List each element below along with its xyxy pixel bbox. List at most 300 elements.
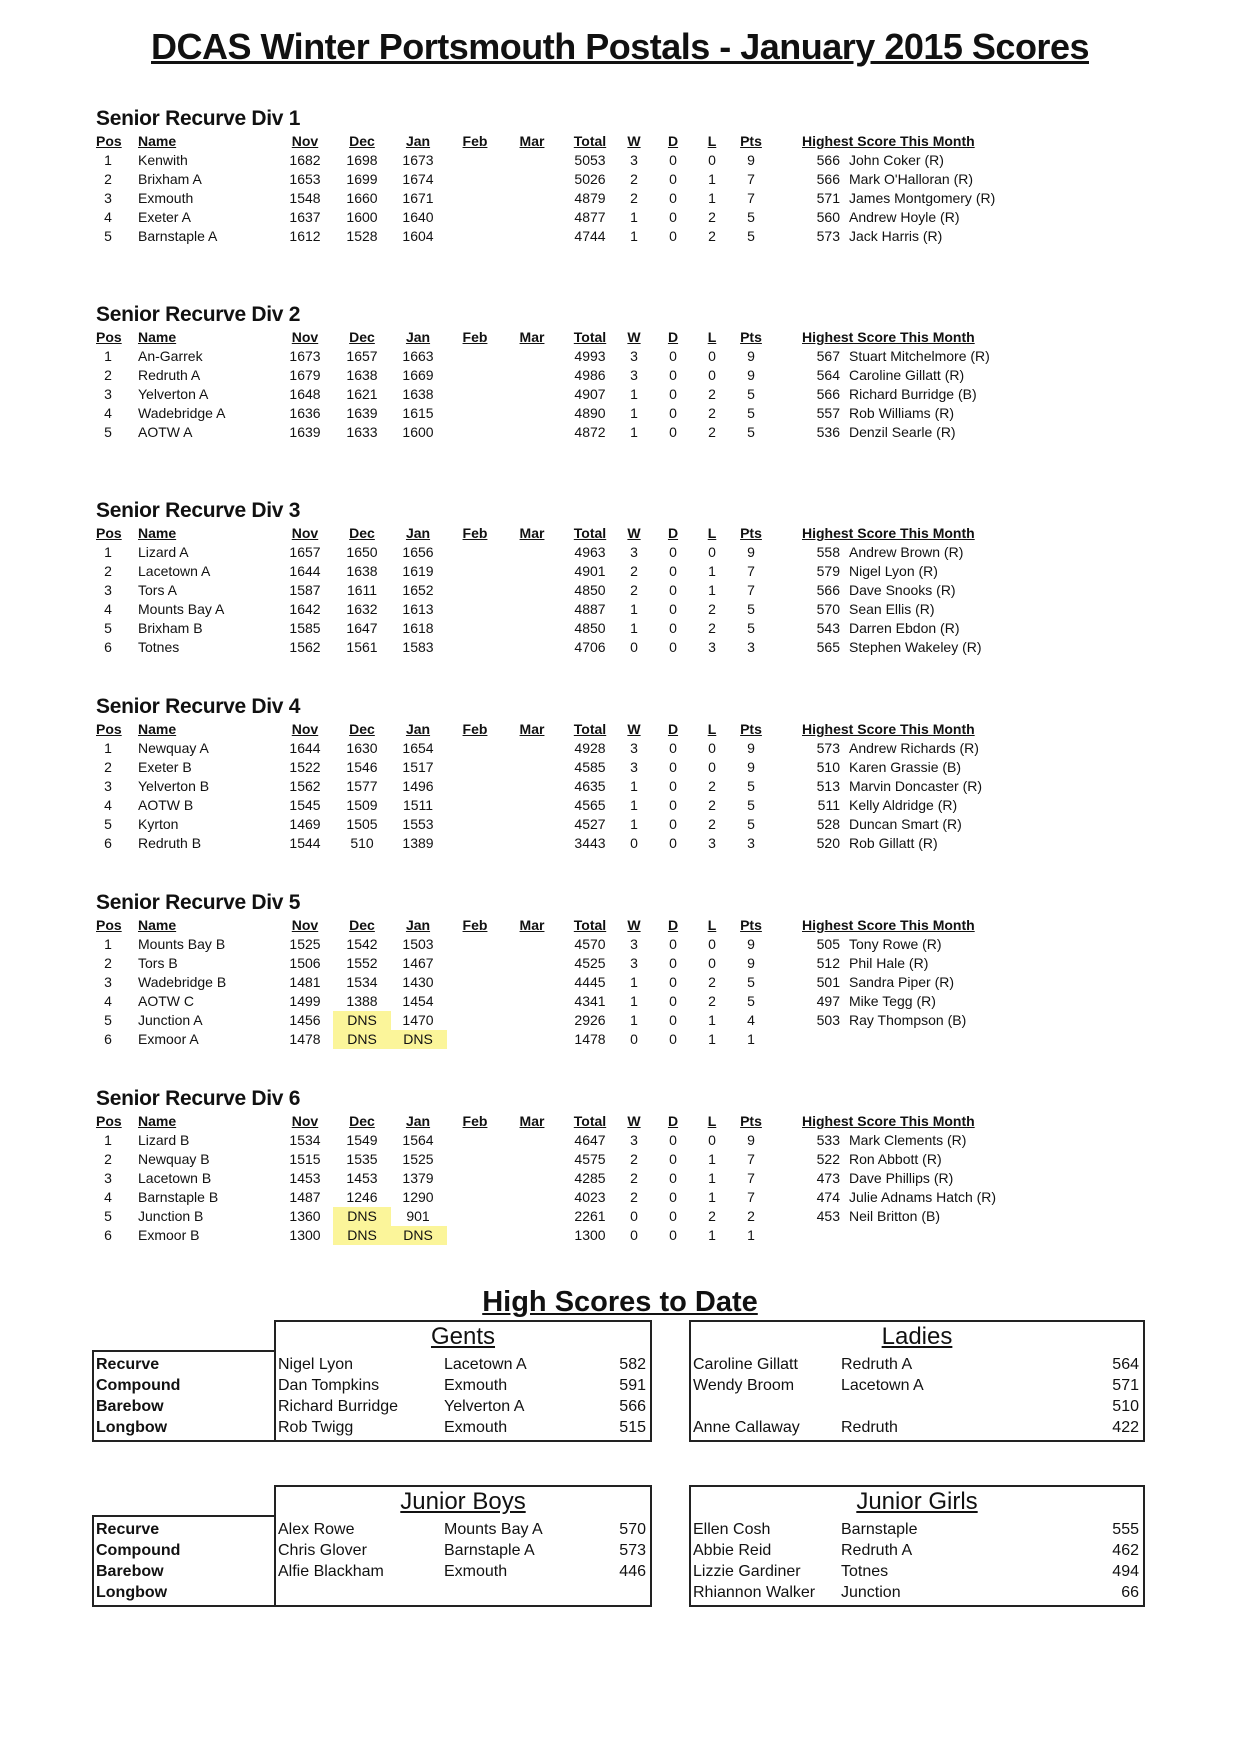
cell-pts: 9: [747, 152, 755, 168]
cell-name: Yelverton A: [138, 386, 209, 402]
table-row: [96, 1011, 1156, 1030]
cell-nov: 1534: [289, 1132, 321, 1148]
hs-club: Totnes: [841, 1563, 889, 1580]
cell-jan: 1618: [402, 620, 434, 636]
list-item: [691, 1540, 1143, 1561]
cell-l: 0: [708, 367, 716, 383]
table-row: [96, 638, 1156, 657]
cell-dec: 1639: [346, 405, 378, 421]
cell-pts: 5: [747, 386, 755, 402]
header-d: D: [667, 1113, 679, 1129]
cell-d: 0: [669, 816, 677, 832]
division-title: Senior Recurve Div 1: [96, 107, 301, 130]
cell-pos: 4: [104, 209, 112, 225]
cell-jan: 1671: [402, 190, 434, 206]
cell-total: 4890: [574, 405, 606, 421]
cell-pts: 7: [747, 563, 755, 579]
cell-l: 1: [708, 1170, 716, 1186]
table-row: [96, 151, 1156, 170]
cell-pts: 3: [747, 835, 755, 851]
cell-l: 1: [708, 171, 716, 187]
cell-name: Junction B: [138, 1208, 204, 1224]
cell-jan: 1454: [402, 993, 434, 1009]
cell-d: 0: [669, 759, 677, 775]
cell-nov: 1453: [289, 1170, 321, 1186]
header-w: W: [627, 525, 641, 541]
header-highest-score: Highest Score This Month: [802, 917, 975, 933]
cell-dec: 1577: [346, 778, 378, 794]
cell-l: 2: [708, 974, 716, 990]
cell-l: 1: [708, 190, 716, 206]
label-barebow: Barebow: [96, 1398, 164, 1415]
hs-score: 66: [1121, 1584, 1139, 1601]
cell-high-score: 571: [816, 190, 840, 206]
cell-d: 0: [669, 582, 677, 598]
cell-pos: 1: [104, 740, 112, 756]
cell-high-score-name: Duncan Smart (R): [849, 816, 962, 832]
cell-w: 2: [630, 582, 638, 598]
cell-name: AOTW B: [138, 797, 194, 813]
cell-w: 1: [630, 993, 638, 1009]
header-d: D: [667, 721, 679, 737]
cell-high-score-name: Caroline Gillatt (R): [849, 367, 965, 383]
hs-name: Nigel Lyon: [278, 1356, 354, 1373]
cell-pts: 5: [747, 620, 755, 636]
cell-nov: 1636: [289, 405, 321, 421]
cell-pos: 4: [104, 601, 112, 617]
cell-jan: 1615: [402, 405, 434, 421]
cell-d: 0: [669, 171, 677, 187]
cell-d: 0: [669, 993, 677, 1009]
header-highest-score: Highest Score This Month: [802, 329, 975, 345]
cell-l: 2: [708, 778, 716, 794]
division-4: [96, 694, 1156, 853]
header-pos: Pos: [96, 1113, 122, 1129]
cell-pts: 9: [747, 367, 755, 383]
cell-nov: 1653: [289, 171, 321, 187]
cell-d: 0: [669, 1132, 677, 1148]
cell-total: 4525: [574, 955, 606, 971]
cell-high-score: 536: [816, 424, 840, 440]
hs-name: Rob Twigg: [278, 1419, 354, 1436]
cell-w: 3: [630, 1132, 638, 1148]
header-nov: Nov: [291, 329, 319, 345]
cell-dec: 1632: [346, 601, 378, 617]
cell-high-score: 520: [816, 835, 840, 851]
cell-pts: 9: [747, 955, 755, 971]
table-row: [96, 1169, 1156, 1188]
cell-pos: 4: [104, 797, 112, 813]
cell-w: 1: [630, 1012, 638, 1028]
cell-l: 2: [708, 620, 716, 636]
cell-pos: 5: [104, 816, 112, 832]
cell-high-score: 533: [816, 1132, 840, 1148]
cell-pts: 5: [747, 778, 755, 794]
cell-high-score: 557: [816, 405, 840, 421]
cell-total: 4872: [574, 424, 606, 440]
cell-total: 4877: [574, 209, 606, 225]
cell-d: 0: [669, 1151, 677, 1167]
hs-name: Chris Glover: [278, 1542, 367, 1559]
header-jan: Jan: [405, 1113, 431, 1129]
cell-name: Exmoor B: [138, 1227, 200, 1243]
cell-name: Lacetown B: [138, 1170, 212, 1186]
header-d: D: [667, 525, 679, 541]
cell-nov: 1506: [289, 955, 321, 971]
header-pos: Pos: [96, 329, 122, 345]
cell-l: 1: [708, 582, 716, 598]
cell-w: 1: [630, 816, 638, 832]
cell-name: Exmoor A: [138, 1031, 199, 1047]
cell-nov: 1679: [289, 367, 321, 383]
cell-w: 1: [630, 228, 638, 244]
hs-name: Alfie Blackham: [278, 1563, 384, 1580]
header-feb: Feb: [462, 329, 488, 345]
cell-w: 3: [630, 348, 638, 364]
cell-name: AOTW A: [138, 424, 193, 440]
cell-jan: 1503: [402, 936, 434, 952]
cell-nov: 1360: [289, 1208, 321, 1224]
cell-pos: 2: [104, 955, 112, 971]
header-feb: Feb: [462, 721, 488, 737]
cell-l: 0: [708, 740, 716, 756]
hs-score: 570: [619, 1521, 646, 1538]
cell-nov: 1562: [289, 639, 321, 655]
cell-l: 3: [708, 639, 716, 655]
cell-dec: 1552: [346, 955, 378, 971]
header-total: Total: [573, 133, 607, 149]
header-jan: Jan: [405, 917, 431, 933]
table-row: [96, 600, 1156, 619]
cell-pts: 9: [747, 759, 755, 775]
hs-club: Lacetown A: [841, 1377, 924, 1394]
table-row: [96, 1188, 1156, 1207]
header-name: Name: [138, 721, 177, 737]
cell-high-score: 497: [816, 993, 840, 1009]
cell-l: 3: [708, 835, 716, 851]
cell-name: Tors A: [138, 582, 177, 598]
cell-l: 2: [708, 816, 716, 832]
cell-jan: 1638: [402, 386, 434, 402]
cell-l: 2: [708, 797, 716, 813]
cell-name: Mounts Bay A: [138, 601, 225, 617]
hs-name: Abbie Reid: [693, 1542, 772, 1559]
cell-dec: 1647: [346, 620, 378, 636]
cell-total: 4907: [574, 386, 606, 402]
hs-score: 515: [619, 1419, 646, 1436]
list-item: [691, 1354, 1143, 1375]
header-mar: Mar: [519, 721, 545, 737]
cell-dec: 1660: [346, 190, 378, 206]
cell-dec: 1528: [346, 228, 378, 244]
header-highest-score: Highest Score This Month: [802, 133, 975, 149]
cell-nov: 1545: [289, 797, 321, 813]
label-barebow: Barebow: [96, 1563, 164, 1580]
header-mar: Mar: [519, 917, 545, 933]
hs-name: Richard Burridge: [278, 1398, 399, 1415]
gents-box: [274, 1320, 652, 1442]
label-longbow: Longbow: [96, 1419, 168, 1436]
cell-l: 2: [708, 228, 716, 244]
cell-high-score-name: Mark Clements (R): [849, 1132, 967, 1148]
cell-total: 4575: [574, 1151, 606, 1167]
table-row: [96, 1226, 1156, 1245]
cell-l: 2: [708, 209, 716, 225]
cell-high-score: 579: [816, 563, 840, 579]
table-row: [96, 796, 1156, 815]
cell-d: 0: [669, 228, 677, 244]
hs-club: Lacetown A: [444, 1356, 527, 1373]
list-item: [691, 1375, 1143, 1396]
cell-high-score: 543: [816, 620, 840, 636]
cell-nov: 1499: [289, 993, 321, 1009]
header-w: W: [627, 721, 641, 737]
division-3: [96, 498, 1156, 657]
cell-high-score-name: Tony Rowe (R): [849, 936, 942, 952]
header-name: Name: [138, 329, 177, 345]
cell-jan: 1669: [402, 367, 434, 383]
cell-total: 4341: [574, 993, 606, 1009]
cell-l: 1: [708, 1012, 716, 1028]
cell-jan: 1389: [402, 835, 434, 851]
hs-club: Junction: [841, 1584, 901, 1601]
cell-jan: 1583: [402, 639, 434, 655]
cell-dec: 1505: [346, 816, 378, 832]
header-mar: Mar: [519, 1113, 545, 1129]
cell-l: 0: [708, 1132, 716, 1148]
header-total: Total: [573, 329, 607, 345]
hs-score: 555: [1112, 1521, 1139, 1538]
cell-total: 4585: [574, 759, 606, 775]
header-mar: Mar: [519, 525, 545, 541]
cell-d: 0: [669, 544, 677, 560]
cell-d: 0: [669, 1031, 677, 1047]
cell-d: 0: [669, 955, 677, 971]
cell-dec: 510: [350, 835, 374, 851]
cell-high-score: 473: [816, 1170, 840, 1186]
table-row: [96, 1030, 1156, 1049]
cell-jan: 1525: [402, 1151, 434, 1167]
division-5: [96, 890, 1156, 1049]
label-compound: Compound: [96, 1377, 181, 1394]
cell-pts: 7: [747, 582, 755, 598]
cell-w: 3: [630, 152, 638, 168]
label-recurve: Recurve: [96, 1356, 160, 1373]
table-row: [96, 1207, 1156, 1226]
cell-total: 1300: [574, 1227, 606, 1243]
cell-dec: 1621: [346, 386, 378, 402]
cell-jan: 1553: [402, 816, 434, 832]
list-item: [276, 1396, 650, 1417]
hs-club: Mounts Bay A: [444, 1521, 543, 1538]
cell-high-score-name: Ron Abbott (R): [849, 1151, 942, 1167]
cell-total: 4850: [574, 620, 606, 636]
hs-club: Exmouth: [444, 1563, 508, 1580]
table-header: [96, 916, 1156, 935]
table-row: [96, 543, 1156, 562]
cell-pts: 5: [747, 209, 755, 225]
hs-name: Lizzie Gardiner: [693, 1563, 801, 1580]
cell-jan: 1652: [402, 582, 434, 598]
table-row: [96, 170, 1156, 189]
cell-high-score-name: Neil Britton (B): [849, 1208, 941, 1224]
cell-d: 0: [669, 740, 677, 756]
cell-l: 1: [708, 1151, 716, 1167]
cell-dec: DNS: [333, 1207, 391, 1226]
cell-d: 0: [669, 424, 677, 440]
list-item: [691, 1396, 1143, 1417]
cell-name: An-Garrek: [138, 348, 203, 364]
cell-d: 0: [669, 386, 677, 402]
cell-nov: 1673: [289, 348, 321, 364]
table-header: [96, 524, 1156, 543]
cell-jan: 1290: [402, 1189, 434, 1205]
cell-name: Junction A: [138, 1012, 203, 1028]
cell-high-score-name: Nigel Lyon (R): [849, 563, 938, 579]
cell-w: 0: [630, 639, 638, 655]
junior-girls-box: [689, 1485, 1145, 1607]
cell-w: 1: [630, 797, 638, 813]
cell-w: 3: [630, 544, 638, 560]
cell-nov: 1644: [289, 563, 321, 579]
header-feb: Feb: [462, 133, 488, 149]
cell-high-score: 566: [816, 582, 840, 598]
cell-name: Lacetown A: [138, 563, 211, 579]
cell-high-score-name: Mark O'Halloran (R): [849, 171, 974, 187]
cell-total: 5026: [574, 171, 606, 187]
cell-dec: 1633: [346, 424, 378, 440]
table-row: [96, 366, 1156, 385]
cell-nov: 1657: [289, 544, 321, 560]
cell-pts: 7: [747, 171, 755, 187]
header-w: W: [627, 917, 641, 933]
cell-high-score: 566: [816, 386, 840, 402]
cell-pos: 4: [104, 405, 112, 421]
cell-pts: 5: [747, 601, 755, 617]
cell-name: Wadebridge B: [138, 974, 227, 990]
table-row: [96, 739, 1156, 758]
cell-pos: 3: [104, 778, 112, 794]
hs-club: Barnstaple A: [444, 1542, 535, 1559]
cell-total: 4647: [574, 1132, 606, 1148]
cell-dec: 1650: [346, 544, 378, 560]
cell-high-score: 564: [816, 367, 840, 383]
cell-l: 1: [708, 1189, 716, 1205]
header-nov: Nov: [291, 721, 319, 737]
cell-high-score-name: Denzil Searle (R): [849, 424, 956, 440]
cell-jan: 1656: [402, 544, 434, 560]
cell-l: 2: [708, 424, 716, 440]
cell-dec: 1600: [346, 209, 378, 225]
list-item: [691, 1519, 1143, 1540]
hs-club: Redruth A: [841, 1542, 913, 1559]
cell-pts: 5: [747, 424, 755, 440]
hs-score: 462: [1112, 1542, 1139, 1559]
cell-dec: 1561: [346, 639, 378, 655]
cell-name: Brixham A: [138, 171, 202, 187]
list-item: [691, 1561, 1143, 1582]
hs-score: 566: [619, 1398, 646, 1415]
cell-high-score: 505: [816, 936, 840, 952]
cell-pts: 5: [747, 816, 755, 832]
cell-jan: 901: [406, 1208, 430, 1224]
cell-pos: 2: [104, 1151, 112, 1167]
cell-pos: 6: [104, 1227, 112, 1243]
header-name: Name: [138, 133, 177, 149]
cell-name: AOTW C: [138, 993, 194, 1009]
cell-name: Newquay A: [138, 740, 209, 756]
cell-name: Brixham B: [138, 620, 203, 636]
cell-name: Yelverton B: [138, 778, 210, 794]
cell-dec: 1630: [346, 740, 378, 756]
cell-l: 2: [708, 993, 716, 1009]
cell-name: Lizard A: [138, 544, 189, 560]
cell-total: 4023: [574, 1189, 606, 1205]
cell-high-score-name: Darren Ebdon (R): [849, 620, 960, 636]
table-row: [96, 227, 1156, 246]
cell-l: 0: [708, 759, 716, 775]
cell-pos: 1: [104, 348, 112, 364]
cell-high-score-name: Jack Harris (R): [849, 228, 943, 244]
table-row: [96, 758, 1156, 777]
cell-high-score-name: Andrew Brown (R): [849, 544, 964, 560]
cell-jan: 1600: [402, 424, 434, 440]
cell-d: 0: [669, 152, 677, 168]
cell-w: 2: [630, 1189, 638, 1205]
table-row: [96, 935, 1156, 954]
header-total: Total: [573, 721, 607, 737]
cell-l: 0: [708, 348, 716, 364]
cell-high-score: 512: [816, 955, 840, 971]
cell-pts: 7: [747, 1189, 755, 1205]
cell-pos: 3: [104, 1170, 112, 1186]
cell-name: Kenwith: [138, 152, 188, 168]
table-row: [96, 581, 1156, 600]
cell-pts: 1: [747, 1031, 755, 1047]
cell-high-score-name: Rob Gillatt (R): [849, 835, 938, 851]
hs-score: 582: [619, 1356, 646, 1373]
cell-nov: 1522: [289, 759, 321, 775]
list-item: [691, 1417, 1143, 1438]
header-pts: Pts: [740, 133, 762, 149]
table-header: [96, 132, 1156, 151]
table-row: [96, 777, 1156, 796]
cell-pos: 1: [104, 544, 112, 560]
cell-nov: 1587: [289, 582, 321, 598]
cell-pos: 5: [104, 1208, 112, 1224]
cell-nov: 1562: [289, 778, 321, 794]
cell-w: 1: [630, 974, 638, 990]
hs-club: Yelverton A: [444, 1398, 525, 1415]
header-dec: Dec: [349, 133, 375, 149]
cell-d: 0: [669, 778, 677, 794]
cell-total: 4706: [574, 639, 606, 655]
cell-pos: 3: [104, 386, 112, 402]
cell-pos: 6: [104, 1031, 112, 1047]
cell-d: 0: [669, 1208, 677, 1224]
division-6: [96, 1086, 1156, 1245]
cell-dec: DNS: [333, 1226, 391, 1245]
table-row: [96, 954, 1156, 973]
cell-pts: 5: [747, 993, 755, 1009]
cell-jan: 1470: [402, 1012, 434, 1028]
cell-name: Redruth A: [138, 367, 201, 383]
cell-total: 2926: [574, 1012, 606, 1028]
cell-pos: 2: [104, 759, 112, 775]
header-nov: Nov: [291, 1113, 319, 1129]
header-pos: Pos: [96, 133, 122, 149]
cell-d: 0: [669, 348, 677, 364]
